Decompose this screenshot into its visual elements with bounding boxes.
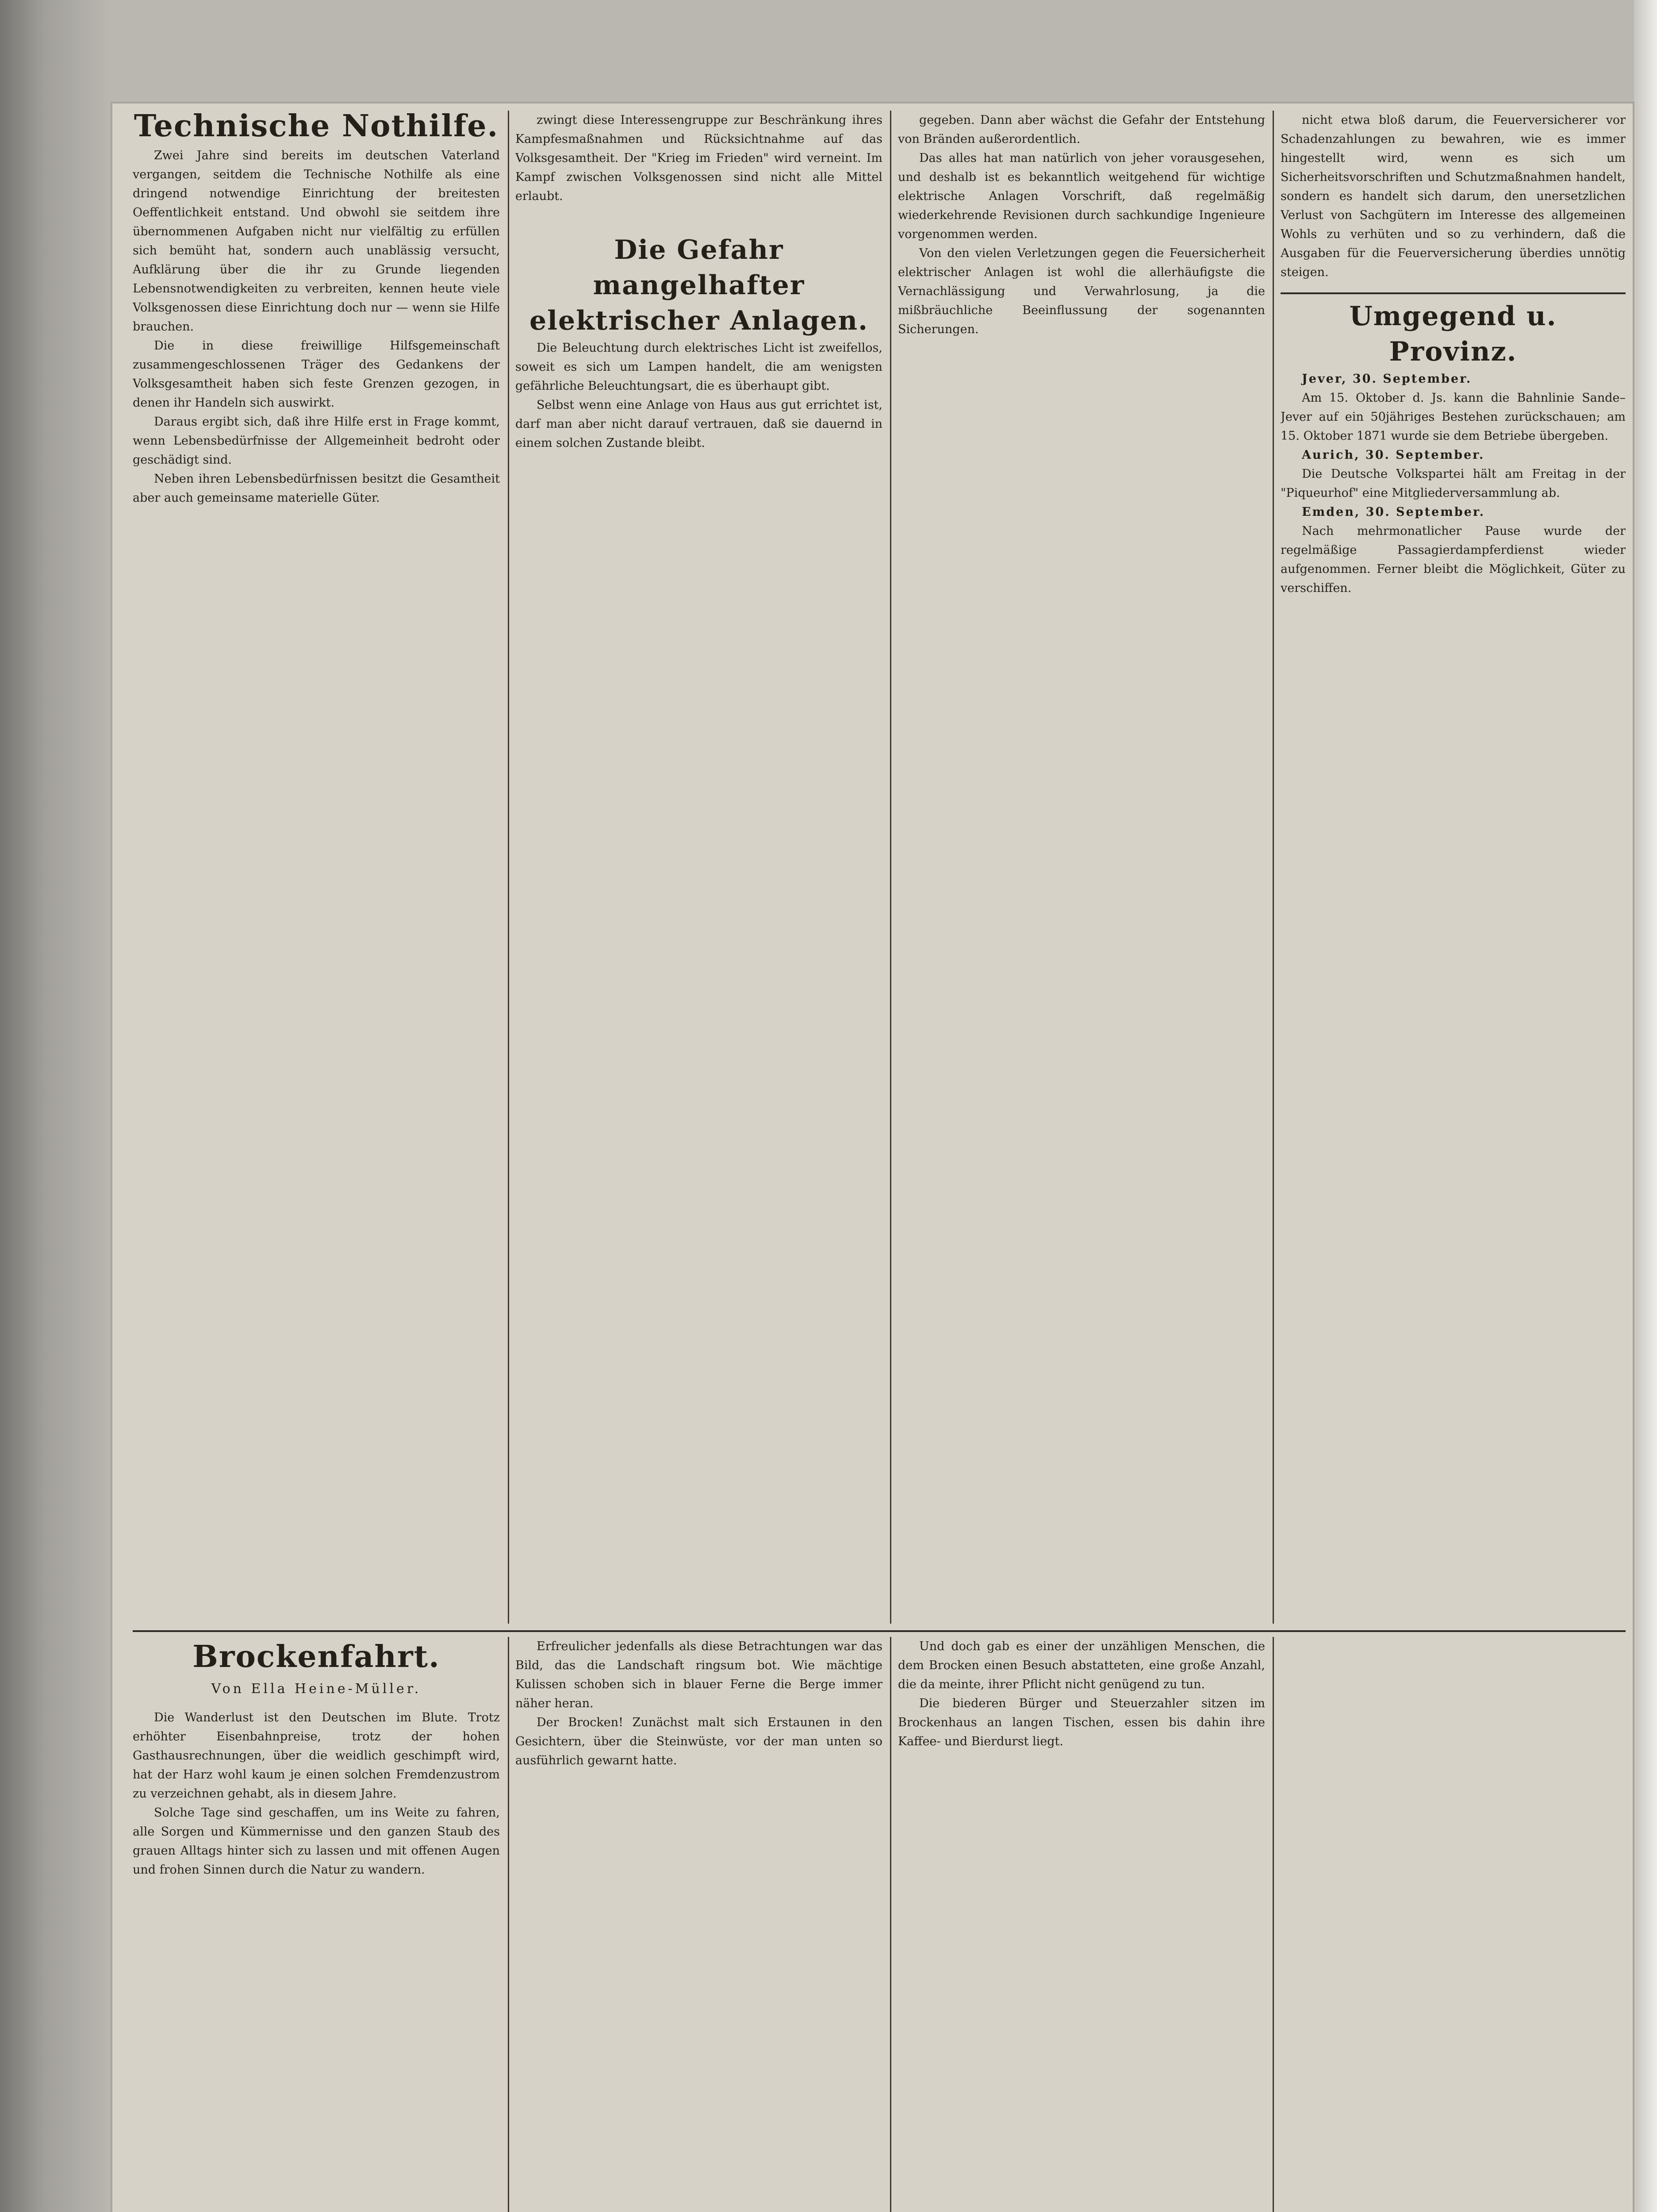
paragraph: Die Beleuchtung durch elektrisches Licht ist zweifellos, soweit es sich um Lampen handelt, die am wenigsten gefährliche Beleuchtungsart, die es überhaupt gibt. xyxy=(515,341,882,393)
book-binding-shadow xyxy=(0,0,111,2212)
headline-brockenfahrt: Brockenfahrt. xyxy=(192,1639,440,1674)
paragraph: Am 15. Oktober d. Js. kann die Bahnlinie Sande–Jever auf ein 50jähriges Bestehen zurückschauen; am 15. Oktober 1871 wurde sie dem Betriebe übergeben. xyxy=(1281,391,1626,443)
paragraph: Die biederen Bürger und Steuerzahler sitzen im Brockenhaus an langen Tischen, essen bis dahin ihre Kaffee- und Bierdurst liegt. xyxy=(898,1697,1265,1748)
column-divider xyxy=(508,111,509,1624)
dateline-emden: Emden, 30. September. xyxy=(1302,505,1485,519)
headline-elektrische-anlagen: Die Gefahr mangelhafter elektrischer Anlagen. xyxy=(529,234,868,336)
column-divider xyxy=(890,111,891,1624)
column-technische-nothilfe xyxy=(133,106,500,1628)
paragraph: Der Brocken! Zunächst malt sich Erstaunen in den Gesichtern, über die Steinwüste, vor der man unten so ausführlich gewarnt hatte. xyxy=(515,1716,882,1767)
column-divider xyxy=(890,1637,891,2212)
paragraph: Das alles hat man natürlich von jeher vorausgesehen, und deshalb ist es bekanntlich weitgehend für wichtige elektrische Anlagen Vorschrift, daß regelmäßig wiederkehrende Revisionen durch sachkundige Ingenieure vorgenommen werden. xyxy=(898,151,1265,241)
paragraph: Von den vielen Verletzungen gegen die Feuersicherheit elektrischer Anlagen ist wohl die allerhäufigste die Vernachlässigung und Verwahrlosung, ja die mißbräuchliche Beeinflussung der sogenannten Sicherungen. xyxy=(898,246,1265,336)
column-brockenfahrt-1 xyxy=(133,1637,500,2212)
column-divider xyxy=(1273,1637,1274,2212)
section-divider xyxy=(1281,292,1626,294)
column-brockenfahrt-3 xyxy=(898,1637,1265,2212)
paragraph: Neben ihren Lebensbedürfnissen besitzt die Gesamtheit aber auch gemeinsame materielle Güter. xyxy=(133,472,500,505)
paragraph: Die Wanderlust ist den Deutschen im Blute. Trotz erhöhter Eisenbahnpreise, trotz der hohen Gasthausrechnungen, über die weidlich geschimpft wird, hat der Harz wohl kaum je einen solchen Fremdenzustrom zu verzeichnen gehabt, als in diesem Jahre. xyxy=(133,1711,500,1801)
dateline xyxy=(1281,445,1626,465)
dateline-aurich: Aurich, 30. September. xyxy=(1302,448,1485,462)
paragraph: Zwei Jahre sind bereits im deutschen Vaterland vergangen, seitdem die Technische Nothilfe als eine dringend notwendige Einrichtung der breitesten Oeffentlichkeit entstand. Und obwohl sie seitdem ihre übernommenen Aufgaben nicht nur vielfältig zu erfüllen sich bemüht hat, sondern auch unablässig versucht, Aufklärung über die ihr zu Grunde liegenden Lebensnotwendigkeiten zu verbreiten, kennen heute viele Volksgenossen diese Einrichtung doch nur — wenn sie Hilfe brauchen. xyxy=(133,149,500,334)
headline-technische-nothilfe: Technische Nothilfe. xyxy=(134,108,499,144)
headline-umgegend: Umgegend u. Provinz. xyxy=(1349,301,1557,367)
paragraph: Daraus ergibt sich, daß ihre Hilfe erst in Frage kommt, wenn Lebensbedürfnisse der Allgemeinheit bedroht oder geschädigt sind. xyxy=(133,415,500,467)
dateline xyxy=(1281,369,1626,388)
paragraph: Erfreulicher jedenfalls als diese Betrachtungen war das Bild, das die Landschaft ringsum bot. Wie mächtige Kulissen schoben sich in blauer Ferne die Berge immer näher heran. xyxy=(515,1640,882,1710)
column-divider xyxy=(508,1637,509,2212)
paragraph: Solche Tage sind geschaffen, um ins Weite zu fahren, alle Sorgen und Kümmernisse und den ganzen Staub des grauen Alltags hinter sich zu lassen und mit offenen Augen und frohen Sinnen durch die Natur zu wandern. xyxy=(133,1806,500,1877)
dateline-jever: Jever, 30. September. xyxy=(1302,372,1472,386)
section-divider xyxy=(133,1630,1626,1632)
column-elektrisch-cont xyxy=(898,111,1265,1624)
dateline xyxy=(1281,503,1626,522)
page-edge xyxy=(1634,0,1657,2212)
column-nothilfe-elektrisch xyxy=(515,111,882,1624)
paragraph: Die Deutsche Volkspartei hält am Freitag in der "Piqueurhof" eine Mitgliederversammlung ab. xyxy=(1281,467,1626,500)
paragraph: Nach mehrmonatlicher Pause wurde der regelmäßige Passagierdampferdienst wieder aufgenommen. Ferner bleibt die Möglichkeit, Güter zu verschiffen. xyxy=(1281,524,1626,595)
column-divider xyxy=(1273,111,1274,1624)
paragraph: Die in diese freiwillige Hilfsgemeinschaft zusammengeschlossenen Träger des Gedankens der Volksgesamtheit haben sich feste Grenzen gezogen, in denen ihr Handeln sich auswirkt. xyxy=(133,339,500,410)
paragraph: zwingt diese Interessengruppe zur Beschränkung ihres Kampfesmaßnahmen und Rücksichtnahme auf das Volksgesamtheit. Der "Krieg im Frieden" wird verneint. Im Kampf zwischen Volksgenossen sind nicht alle Mittel erlaubt. xyxy=(515,113,882,203)
column-brockenfahrt-2 xyxy=(515,1637,882,2212)
column-brockenfahrt-4 xyxy=(1281,1637,1626,2212)
byline-author: Von Ella Heine-Müller. xyxy=(211,1681,422,1697)
paragraph: Selbst wenn eine Anlage von Haus aus gut errichtet ist, darf man aber nicht darauf vertrauen, daß sie dauernd in einem solchen Zustande bleibt. xyxy=(515,398,882,450)
paragraph: nicht etwa bloß darum, die Feuerversicherer vor Schadenzahlungen zu bewahren, wie es immer hingestellt wird, wenn es sich um Sicherheitsvorschriften und Schutzmaßnahmen handelt, sondern es handelt sich darum, den unersetzlichen Verlust von Sachgütern im Interesse des allgemeinen Wohls zu verhüten und so zu verhindern, daß die Ausgaben für die Feuerversicherung überdies unnötig steigen. xyxy=(1281,113,1626,279)
paragraph: gegeben. Dann aber wächst die Gefahr der Entstehung von Bränden außerordentlich. xyxy=(898,113,1265,146)
column-umgegend xyxy=(1281,111,1626,1624)
paragraph: Und doch gab es einer der unzähligen Menschen, die dem Brocken einen Besuch abstatteten, eine große Anzahl, die da meinte, ihrer Pflicht nicht genügend zu tun. xyxy=(898,1640,1265,1691)
